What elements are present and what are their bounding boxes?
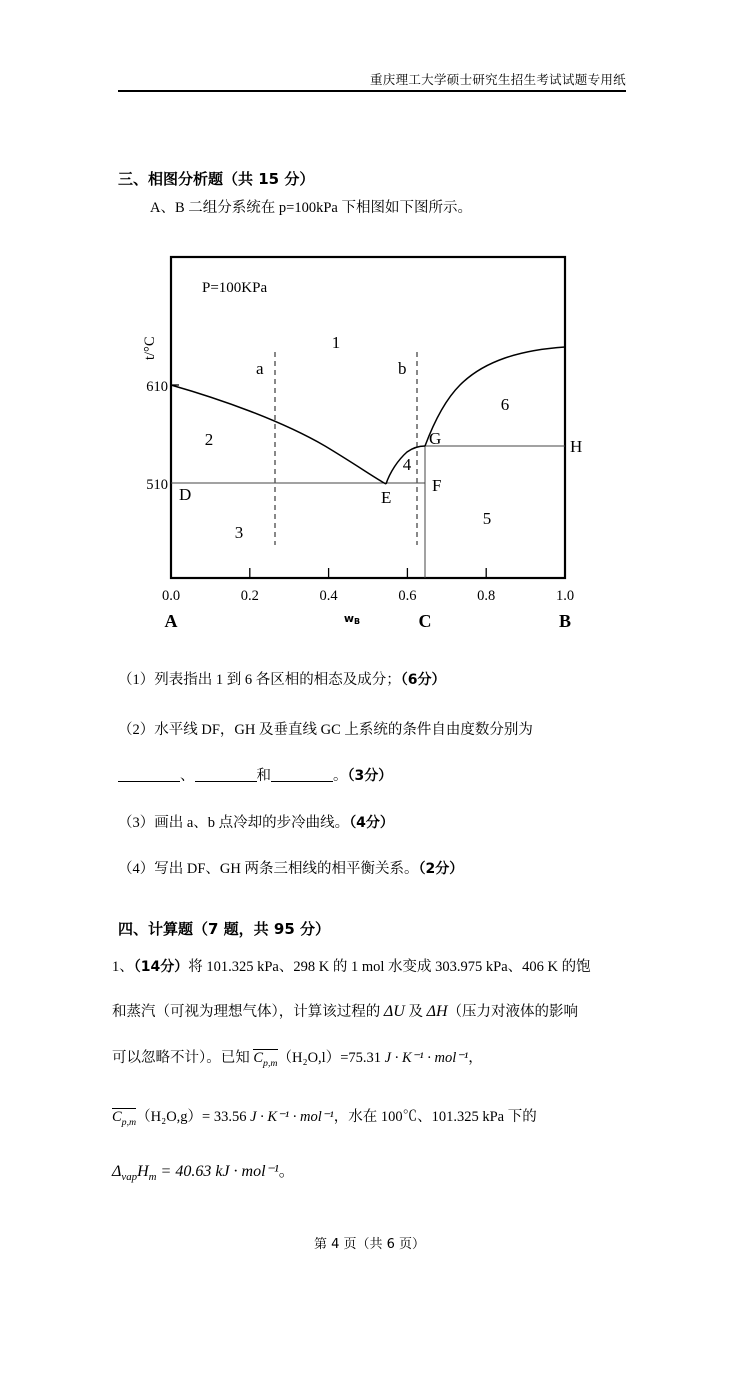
- region-label-1: 1: [331, 333, 341, 352]
- region-label-6: 6: [500, 395, 510, 414]
- phase-diagram: [140, 250, 590, 640]
- section-3-intro: A、B 二组分系统在 p=100kPa 下相图如下图所示。: [150, 200, 472, 216]
- point-label-b: b: [398, 359, 407, 378]
- symbol-delta-U: ΔU: [383, 1003, 405, 1020]
- curve-A-liquidus: [171, 385, 386, 484]
- q1-line-3-a: 可以忽略不计）。已知: [112, 1050, 254, 1066]
- y-tick-label-610: 610: [146, 379, 168, 395]
- section-3-question-4: [118, 857, 463, 878]
- corner-label-A: A: [164, 611, 178, 631]
- point-label-E: E: [381, 488, 392, 507]
- q1-line-4-units: J · K⁻¹ · mol⁻¹: [250, 1109, 334, 1125]
- q1-line-3-units: J · K⁻¹ · mol⁻¹: [384, 1050, 469, 1066]
- q1-marks: （14分）: [133, 959, 189, 975]
- x-tick-label-3: 0.6: [398, 588, 417, 604]
- q1-line-1-text: 将 101.325 kPa、298 K 的 1 mol 水变成 303.975 kPa、406 K 的饱: [188, 959, 591, 975]
- blank-sep-2: 和: [256, 768, 271, 784]
- q1-line-2-a: 和蒸汽（可视为理想气体），计算该过程的: [112, 1004, 384, 1020]
- answer-blank-3[interactable]: [271, 766, 333, 782]
- section-3-question-3: [118, 811, 394, 832]
- point-label-D: D: [179, 485, 192, 504]
- q1-line-2-c: （压力对液体的影响: [447, 1004, 579, 1020]
- question-2-marks: （3分）: [347, 768, 393, 784]
- point-label-H: H: [570, 437, 583, 456]
- section-4-q1-line-5: [112, 1158, 295, 1183]
- page-header: [118, 72, 626, 92]
- x-tick-label-2: 0.4: [319, 588, 338, 604]
- q1-line-2-b: 及: [404, 1004, 427, 1020]
- header-divider: [118, 90, 626, 92]
- symbol-delta: Δ: [112, 1163, 122, 1180]
- molar-heat-capacity-gas: [112, 1108, 136, 1128]
- point-label-a: a: [256, 359, 264, 378]
- section-3-question-2-blanks: [118, 764, 392, 785]
- region-label-3: 3: [234, 523, 244, 542]
- y-axis-label: t/°C: [142, 336, 158, 360]
- x-tick-label-4: 0.8: [477, 588, 496, 604]
- region-label-5: 5: [482, 509, 492, 528]
- q1-number: 1、: [112, 959, 134, 975]
- cpm-symbol-liquid: C: [253, 1050, 264, 1066]
- point-label-G: G: [429, 429, 442, 448]
- section-3-question-2: [118, 718, 533, 739]
- point-label-F: F: [432, 476, 442, 495]
- question-3-marks: （4分）: [349, 815, 394, 831]
- section-3-question-1: [118, 668, 446, 689]
- q1-line-4-b: ，水在 100℃、101.325 kPa 下的: [333, 1109, 537, 1125]
- symbol-vap-subscript: vap: [121, 1171, 138, 1184]
- symbol-delta-H: ΔH: [426, 1003, 448, 1020]
- question-1-marks: （6分）: [400, 672, 446, 688]
- section-4-q1-line-4: [112, 1105, 537, 1128]
- cpm-subscript-liquid: p,m: [263, 1057, 278, 1069]
- corner-label-C: C: [418, 611, 432, 631]
- cpm-subscript-gas: p,m: [121, 1116, 137, 1128]
- molar-heat-capacity-liquid: [253, 1049, 277, 1069]
- cpm-symbol-gas: C: [112, 1109, 122, 1125]
- x-tick-label-0: 0.0: [161, 588, 181, 604]
- blank-sep-1: 、: [180, 768, 195, 784]
- x-axis-variable-label: wB: [343, 612, 361, 626]
- answer-blank-1[interactable]: [118, 766, 180, 782]
- pressure-annotation: P=100KPa: [202, 280, 268, 296]
- q1-line-3-c: ，: [468, 1050, 483, 1066]
- page-footer: 第 4 页（共 6 页）: [313, 1237, 426, 1252]
- q1-line-5-end: 。: [278, 1163, 295, 1180]
- corner-label-B: B: [558, 611, 572, 631]
- region-label-2: 2: [204, 430, 214, 449]
- question-4-marks: （2分）: [418, 861, 464, 877]
- question-1-text: （1）列表指出 1 到 6 各区相的相态及成分；: [118, 672, 401, 688]
- answer-blank-2[interactable]: [195, 766, 257, 782]
- y-tick-label-510: 510: [146, 477, 168, 493]
- q1-line-3-b: （H₂O,l）=75.31: [277, 1050, 385, 1066]
- x-tick-label-5: 1.0: [555, 588, 575, 604]
- question-2-text: （2）水平线 DF，GH 及垂直线 GC 上系统的条件自由度数分别为: [118, 722, 533, 738]
- section-4-q1-line-3: [112, 1046, 483, 1069]
- symbol-H-subscript: m: [148, 1171, 157, 1184]
- enthalpy-vaporization-value: = 40.63 kJ · mol⁻¹: [156, 1163, 279, 1180]
- symbol-H: H: [137, 1163, 149, 1180]
- question-2-end: 。: [333, 768, 348, 784]
- section-4-q1-line-2: [112, 1000, 578, 1021]
- curve-B-liquidus: [425, 347, 565, 446]
- q1-line-4-a: （H₂O,g）= 33.56: [136, 1109, 251, 1125]
- question-3-text: （3）画出 a、b 点冷却的步冷曲线。: [118, 815, 350, 831]
- region-label-4: 4: [402, 455, 412, 474]
- question-4-text: （4）写出 DF、GH 两条三相线的相平衡关系。: [118, 861, 419, 877]
- x-tick-label-1: 0.2: [240, 588, 259, 604]
- header-title: 重庆理工大学硕士研究生招生考试试题专用纸: [369, 72, 626, 87]
- section-4-heading: 四、计算题（7 题，共 95 分）: [118, 920, 330, 938]
- section-4-q1-line-1: [112, 955, 591, 976]
- section-3-heading: 三、相图分析题（共 15 分）: [118, 170, 315, 188]
